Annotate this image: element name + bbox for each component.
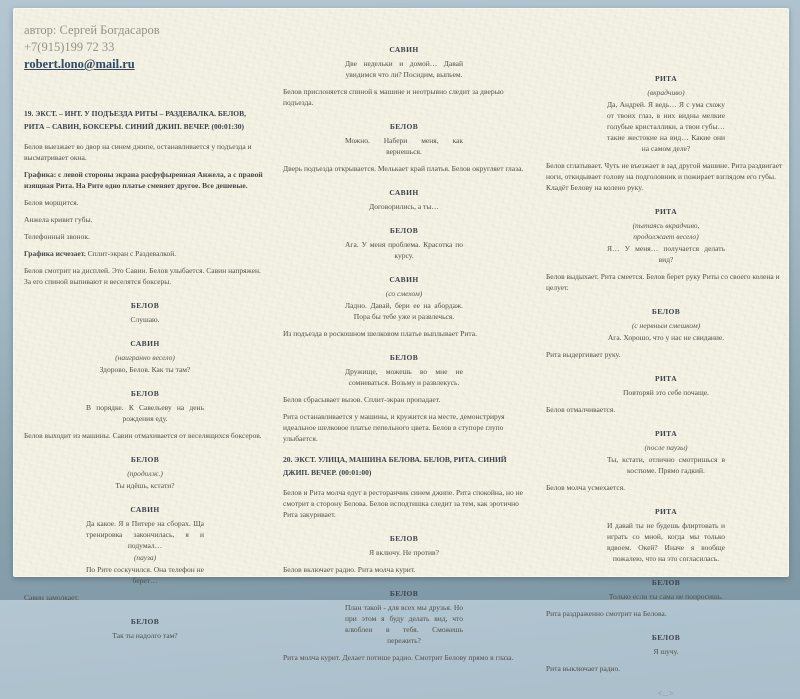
parenthetical: (вкрадчиво) bbox=[647, 88, 685, 97]
scene-heading: 19. ЭКСТ. – ИНТ. У ПОДЪЕЗДА РИТЫ – РАЗДЕВАЛКА. БЕЛОВ, РИТА – САВИН, БОКСЕРЫ. СИНИЙ ДЖИП. ВЕЧЕР. (00:01:30) bbox=[24, 109, 247, 131]
character-name: РИТА bbox=[654, 74, 678, 83]
dialogue-text: Можно. Набери меня, как вернешься. bbox=[345, 136, 463, 156]
character-name: САВИН bbox=[389, 45, 419, 54]
dialogue-text: Ты идёшь, кстати? bbox=[115, 481, 175, 490]
parenthetical: (пауза) bbox=[133, 553, 157, 562]
author-name: автор: Сергей Богдасаров bbox=[24, 23, 160, 37]
character-name: БЕЛОВ bbox=[130, 455, 160, 464]
parenthetical: (с нервным смешком) bbox=[631, 321, 701, 330]
action-line: Дверь подъезда открывается. Мелькает край платья. Белов округляет глаза. bbox=[283, 164, 524, 173]
action-line: Белов и Рита молча едут в ресторанчик синем джипе. Рита спокойна, но не смотрит в сторону Белова. Белов исподтишка следит за тем, как эротично Рита закуривает. bbox=[283, 488, 523, 519]
character-name: РИТА bbox=[654, 429, 678, 438]
action-line: Белов выезжает во двор на синем джипе, останавливается у подъезда и высматривает окна. bbox=[24, 142, 252, 162]
action-line: Белов смотрит на дисплей. Это Савин. Белов улыбается. Савин напряжен. За его спиной выпивают и веселятся боксеры. bbox=[24, 266, 261, 286]
script-paper-sheet bbox=[13, 8, 789, 698]
parenthetical: (продолж.) bbox=[127, 469, 163, 478]
character-name: БЕЛОВ bbox=[389, 226, 419, 235]
action-line: Белов выдыхает. Рита смеется. Белов берет руку Риты со своего колена и целует. bbox=[546, 272, 780, 292]
parenthetical: (после паузы) bbox=[644, 443, 688, 452]
action-line: Белов молча усмехается. bbox=[546, 483, 626, 492]
script-column-right bbox=[546, 22, 786, 699]
character-name: РИТА bbox=[654, 207, 678, 216]
dialogue-text: Слушаю. bbox=[130, 315, 160, 324]
dialogue-text: Я шучу. bbox=[653, 647, 679, 656]
dialogue-text: Ага. Хорошо, что у нас не свидание. bbox=[607, 333, 725, 342]
character-name: БЕЛОВ bbox=[389, 122, 419, 131]
character-name: САВИН bbox=[130, 339, 160, 348]
scene-heading: 20. ЭКСТ. УЛИЦА, МАШИНА БЕЛОВА. БЕЛОВ, РИТА. СИНИЙ ДЖИП. ВЕЧЕР. (00:01:00) bbox=[283, 455, 507, 477]
character-name: БЕЛОВ bbox=[651, 578, 681, 587]
character-name: РИТА bbox=[654, 507, 678, 516]
character-name: САВИН bbox=[130, 505, 160, 514]
script-column-left bbox=[24, 22, 266, 642]
dialogue-text: Так ты надолго там? bbox=[112, 631, 178, 640]
action-line: Белов морщится. bbox=[24, 198, 79, 207]
action-line: Белов выходит из машины. Савин отмахивается от веселящихся боксеров. bbox=[24, 431, 262, 440]
dialogue-text: План такой - для всех мы друзья. Но при этом я буду делать вид, что влюблен в тебя. Сможешь пережить? bbox=[345, 603, 463, 645]
page-break-marker: <..> bbox=[657, 689, 675, 698]
script-column-middle bbox=[283, 22, 525, 669]
character-name: РИТА bbox=[654, 374, 678, 383]
action-line: Белов включает радио. Рита молча курит. bbox=[283, 565, 416, 574]
dialogue-text: И давай ты не будешь флиртовать и играть со мной, когда мы только вдвоем. Окей? Иначе я вообще пожалею, что на это согласилась. bbox=[607, 521, 725, 563]
character-name: БЕЛОВ bbox=[130, 617, 160, 626]
action-line: Рита выключает радио. bbox=[546, 664, 621, 673]
character-name: БЕЛОВ bbox=[389, 534, 419, 543]
action-line: Рита выдергивает руку. bbox=[546, 350, 621, 359]
dialogue-text: Ладно. Давай, бери ее на абордаж. Пора бы тебе уже и развлечься. bbox=[345, 301, 463, 321]
dialogue-text: Две недельки и домой… Давай увидимся что ли? Посидим, выпьем. bbox=[345, 59, 463, 79]
action-line: Рита останавливается у машины, и кружится на месте, демонстрируя идеальное шелковое платье пепельного цвета. Белов в ступоре глупо улыбается. bbox=[283, 412, 505, 443]
author-email-link[interactable]: robert.lono@mail.ru bbox=[24, 57, 135, 71]
dialogue-text: Повторяй это себе почаще. bbox=[623, 388, 709, 397]
dialogue-text: Здорово, Белов. Как ты там? bbox=[99, 365, 191, 374]
dialogue-text: Договорились, а ты… bbox=[369, 202, 439, 211]
action-line: Белов сглатывает. Чуть не въезжает в зад другой машине. Рита раздвигает ноги, откидывает голову на подголовник и пожирает взглядом его губы. Кладёт Белову на колено руку. bbox=[546, 161, 783, 192]
character-name: САВИН bbox=[389, 188, 419, 197]
dialogue-text: Только если ты сама не попросишь. bbox=[608, 592, 724, 601]
action-line: Белов сбрасывает вызов. Сплит-экран пропадает. bbox=[283, 395, 441, 404]
character-name: БЕЛОВ bbox=[389, 353, 419, 362]
action-line: Из подъезда в роскошном шелковом платье выплывает Рита. bbox=[283, 329, 477, 338]
action-line: Белов отмалчивается. bbox=[546, 405, 616, 414]
character-name: БЕЛОВ bbox=[651, 307, 681, 316]
parenthetical: (пытаясь вкрадчиво, продолжает весело) bbox=[632, 221, 700, 241]
parenthetical: (наигранно весело) bbox=[115, 353, 175, 362]
author-header bbox=[24, 22, 266, 73]
parenthetical: (со смехом) bbox=[385, 289, 423, 298]
action-line: Белов прислоняется спиной к машине и неотрывно следит за дверью подъезда. bbox=[283, 87, 504, 107]
character-name: БЕЛОВ bbox=[389, 589, 419, 598]
dialogue-text: В порядке. К Савельеву на день рождения еду. bbox=[86, 403, 204, 423]
character-name: БЕЛОВ bbox=[130, 301, 160, 310]
character-name: САВИН bbox=[389, 275, 419, 284]
dialogue-text: Дружище, можешь во мне не сомневаться. Возьму и развлекусь. bbox=[345, 367, 463, 387]
author-phone: +7(915)199 72 33 bbox=[24, 40, 115, 54]
action-line: Рита молча курит. Делает потише радио. Смотрит Белову прямо в глаза. bbox=[283, 653, 514, 662]
character-name: БЕЛОВ bbox=[651, 633, 681, 642]
dialogue-text: Я включу. Не против? bbox=[369, 548, 439, 557]
dialogue-text: Да какое. Я в Питере на сборах. Ща тренировка закончилась, я и подумал… bbox=[86, 519, 204, 550]
action-line: Анжела кривит губы. bbox=[24, 215, 93, 224]
dialogue-text: Да, Андрей. Я ведь… Я с ума схожу от твоих глаз, в них видны мелкие голубые кристаллики, а твои губы… такие жестокие на вид… Какие они на самом деле? bbox=[607, 100, 725, 153]
action-line: Рита раздраженно смотрит на Белова. bbox=[546, 609, 667, 618]
dialogue-text: По Рите соскучился. Она телефон не берет… bbox=[86, 565, 204, 585]
action-line: Телефонный звонок. bbox=[24, 232, 90, 241]
action-line: Савин замолкает. bbox=[24, 593, 79, 602]
action-line: Графика исчезает. Сплит-экран с Раздевалкой. bbox=[24, 249, 177, 258]
dialogue-text: Ты, кстати, отлично смотришься в костюме. Прямо гадкий. bbox=[607, 455, 725, 475]
action-line-bold: Графика: с левой стороны экрана расфуфыренная Анжела, а с правой изящная Рита. На Рите одно платье сменяет другое. Все дешевые. bbox=[24, 170, 263, 190]
dialogue-text: Ага. У меня проблема. Красотка по курсу. bbox=[345, 240, 463, 260]
dialogue-text: Я… У меня… получается делать вид? bbox=[607, 244, 725, 264]
character-name: БЕЛОВ bbox=[130, 389, 160, 398]
